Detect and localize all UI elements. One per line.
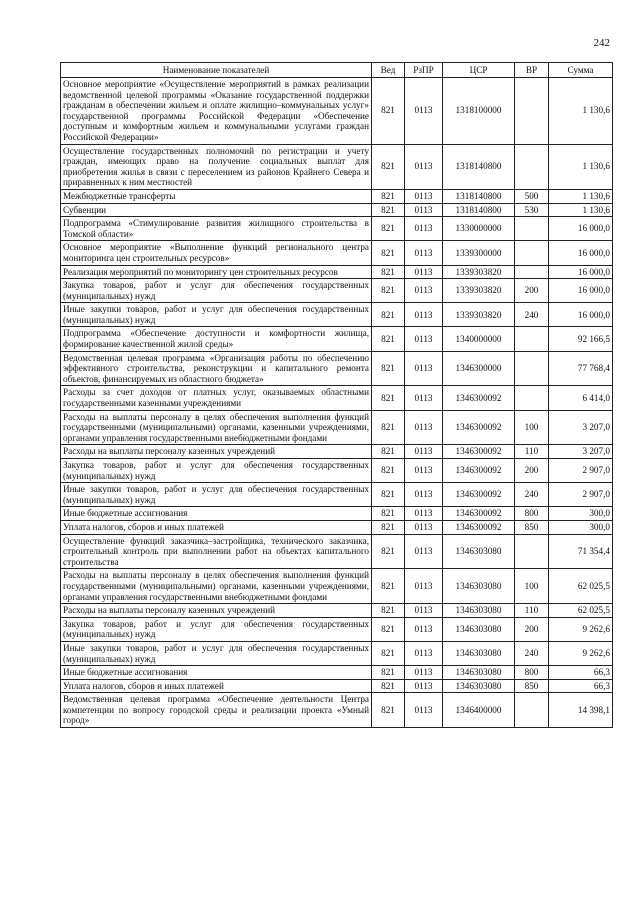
row-sum-cell: 300,0 [549,507,613,521]
row-sum-cell: 300,0 [549,520,613,534]
row-name-cell: Закупка товаров, работ и услуг для обеспечения государственных (муниципальных) нужд [61,279,372,303]
row-csr-cell: 1346300092 [443,507,515,521]
table-row [61,327,613,351]
row-csr-cell: 1346300092 [443,410,515,445]
table-row [61,693,613,728]
table-row [61,459,613,483]
row-rzpr-cell: 0113 [405,617,443,641]
row-ved-cell: 821 [372,241,405,265]
row-rzpr-cell: 0113 [405,604,443,618]
row-sum-cell: 1 130,6 [549,78,613,145]
row-csr-cell: 1346300092 [443,483,515,507]
row-rzpr-cell: 0113 [405,265,443,279]
row-rzpr-cell: 0113 [405,78,443,145]
row-sum-cell: 1 130,6 [549,189,613,203]
row-ved-cell: 821 [372,144,405,189]
row-csr-cell: 1346300092 [443,459,515,483]
row-sum-cell: 62 025,5 [549,604,613,618]
row-name-cell: Реализация мероприятий по мониторингу цен строительных ресурсов [61,265,372,279]
row-csr-cell: 1346300092 [443,520,515,534]
row-csr-cell: 1318100000 [443,78,515,145]
row-name-cell: Закупка товаров, работ и услуг для обеспечения государственных (муниципальных) нужд [61,617,372,641]
row-rzpr-cell: 0113 [405,303,443,327]
row-sum-cell: 66,3 [549,679,613,693]
row-sum-cell: 71 354,4 [549,534,613,569]
row-name-cell: Уплата налогов, сборов и иных платежей [61,679,372,693]
row-vr-cell [515,327,549,351]
row-name-cell: Осуществление функций заказчика–застройщика, технического заказчика, строительный контроль при выполнении работ на объектах капитального строительства [61,534,372,569]
row-vr-cell [515,351,549,386]
row-rzpr-cell: 0113 [405,693,443,728]
row-ved-cell: 821 [372,410,405,445]
row-name-cell: Субвенции [61,203,372,217]
row-rzpr-cell: 0113 [405,483,443,507]
row-rzpr-cell: 0113 [405,520,443,534]
row-csr-cell: 1346300092 [443,386,515,410]
row-name-cell: Подпрограмма «Стимулирование развития жилищного строительства в Томской области» [61,217,372,241]
row-vr-cell: 500 [515,189,549,203]
header-rzpr: РзПР [405,63,443,78]
row-rzpr-cell: 0113 [405,410,443,445]
row-sum-cell: 9 262,6 [549,641,613,665]
row-vr-cell: 240 [515,641,549,665]
table-row [61,617,613,641]
row-sum-cell: 3 207,0 [549,445,613,459]
row-csr-cell: 1346303080 [443,569,515,604]
row-ved-cell: 821 [372,604,405,618]
row-ved-cell: 821 [372,445,405,459]
row-name-cell: Подпрограмма «Обеспечение доступности и комфортности жилища, формирование качественной жилой среды» [61,327,372,351]
row-sum-cell: 3 207,0 [549,410,613,445]
row-rzpr-cell: 0113 [405,351,443,386]
row-name-cell: Основное мероприятие «Осуществление мероприятий в рамках реализации ведомственной целевой программы «Оказание государственной поддержки гражданам в обеспечении жильем и оплате жилищно–коммунальных услуг» государственной программы Российской Федерации «Обеспечение доступным и комфортным жильем и коммунальными услугами граждан Российской Федерации» [61,78,372,145]
row-rzpr-cell: 0113 [405,569,443,604]
row-ved-cell: 821 [372,617,405,641]
table-header-row [61,63,613,78]
row-csr-cell: 1330000000 [443,217,515,241]
row-vr-cell: 200 [515,459,549,483]
table-row [61,303,613,327]
row-vr-cell [515,534,549,569]
row-sum-cell: 77 768,4 [549,351,613,386]
table-row [61,78,613,145]
row-name-cell: Основное мероприятие «Выполнение функций регионального центра мониторинга цен строительных ресурсов» [61,241,372,265]
row-sum-cell: 16 000,0 [549,241,613,265]
row-vr-cell [515,386,549,410]
row-csr-cell: 1346303080 [443,534,515,569]
row-rzpr-cell: 0113 [405,279,443,303]
row-rzpr-cell: 0113 [405,189,443,203]
row-vr-cell: 110 [515,445,549,459]
table-row [61,483,613,507]
row-csr-cell: 1318140800 [443,189,515,203]
row-name-cell: Иные бюджетные ассигнования [61,507,372,521]
row-ved-cell: 821 [372,217,405,241]
row-ved-cell: 821 [372,641,405,665]
row-vr-cell: 110 [515,604,549,618]
table-row [61,604,613,618]
row-ved-cell: 821 [372,520,405,534]
row-csr-cell: 1346300092 [443,445,515,459]
row-rzpr-cell: 0113 [405,241,443,265]
row-sum-cell: 16 000,0 [549,279,613,303]
row-ved-cell: 821 [372,386,405,410]
row-vr-cell [515,78,549,145]
row-csr-cell: 1346303080 [443,641,515,665]
row-csr-cell: 1318140800 [443,203,515,217]
table-row [61,666,613,680]
row-sum-cell: 2 907,0 [549,459,613,483]
row-csr-cell: 1346303080 [443,679,515,693]
row-name-cell: Иные бюджетные ассигнования [61,666,372,680]
row-name-cell: Расходы на выплаты персоналу в целях обеспечения выполнения функций государственными (муниципальными) органами, казенными учреждениями, органами управления государственными внебюджетными фондами [61,410,372,445]
row-ved-cell: 821 [372,459,405,483]
row-vr-cell: 800 [515,507,549,521]
table-row [61,265,613,279]
row-vr-cell: 850 [515,679,549,693]
row-rzpr-cell: 0113 [405,666,443,680]
table-row [61,241,613,265]
table-row [61,507,613,521]
row-sum-cell: 1 130,6 [549,203,613,217]
row-vr-cell [515,241,549,265]
table-row [61,386,613,410]
row-ved-cell: 821 [372,265,405,279]
row-sum-cell: 16 000,0 [549,217,613,241]
row-name-cell: Расходы на выплаты персоналу в целях обеспечения выполнения функций государственными (муниципальными) органами, казенными учреждениями, органами управления государственными внебюджетными фондами [61,569,372,604]
row-ved-cell: 821 [372,666,405,680]
row-ved-cell: 821 [372,327,405,351]
row-name-cell: Межбюджетные трансферты [61,189,372,203]
row-vr-cell: 100 [515,410,549,445]
row-rzpr-cell: 0113 [405,507,443,521]
table-row [61,520,613,534]
table-row [61,144,613,189]
header-sum: Сумма [549,63,613,78]
row-sum-cell: 66,3 [549,666,613,680]
row-csr-cell: 1339303820 [443,279,515,303]
row-vr-cell: 200 [515,279,549,303]
table-row [61,679,613,693]
table-row [61,203,613,217]
row-vr-cell [515,144,549,189]
row-vr-cell: 530 [515,203,549,217]
row-csr-cell: 1346303080 [443,617,515,641]
row-ved-cell: 821 [372,351,405,386]
row-csr-cell: 1346400000 [443,693,515,728]
row-vr-cell: 850 [515,520,549,534]
row-ved-cell: 821 [372,78,405,145]
row-name-cell: Осуществление государственных полномочий по регистрации и учету граждан, имеющих право на получение социальных выплат для приобретения жилья в связи с переселением из районов Крайнего Севера и приравненных к ним местностей [61,144,372,189]
row-rzpr-cell: 0113 [405,217,443,241]
row-csr-cell: 1346303080 [443,666,515,680]
row-rzpr-cell: 0113 [405,203,443,217]
header-ved: Вед [372,63,405,78]
row-name-cell: Закупка товаров, работ и услуг для обеспечения государственных (муниципальных) нужд [61,459,372,483]
row-sum-cell: 16 000,0 [549,265,613,279]
row-vr-cell [515,217,549,241]
row-sum-cell: 62 025,5 [549,569,613,604]
row-vr-cell: 240 [515,483,549,507]
table-row [61,641,613,665]
row-name-cell: Расходы за счет доходов от платных услуг, оказываемых областными государственными казенными учреждениями [61,386,372,410]
row-name-cell: Ведомственная целевая программа «Организация работы по обеспечению эффективного строительства, реконструкции и капитального ремонта объектов, финансируемых из областного бюджета» [61,351,372,386]
table-row [61,410,613,445]
header-vr: ВР [515,63,549,78]
header-csr: ЦСР [443,63,515,78]
row-vr-cell: 800 [515,666,549,680]
row-ved-cell: 821 [372,203,405,217]
row-ved-cell: 821 [372,507,405,521]
row-csr-cell: 1346303080 [443,604,515,618]
row-ved-cell: 821 [372,189,405,203]
row-name-cell: Расходы на выплаты персоналу казенных учреждений [61,445,372,459]
row-name-cell: Расходы на выплаты персоналу казенных учреждений [61,604,372,618]
row-sum-cell: 1 130,6 [549,144,613,189]
row-ved-cell: 821 [372,693,405,728]
row-rzpr-cell: 0113 [405,459,443,483]
header-name: Наименование показателей [61,63,372,78]
row-rzpr-cell: 0113 [405,327,443,351]
row-vr-cell: 200 [515,617,549,641]
row-name-cell: Иные закупки товаров, работ и услуг для обеспечения государственных (муниципальных) нужд [61,483,372,507]
row-ved-cell: 821 [372,534,405,569]
row-rzpr-cell: 0113 [405,641,443,665]
row-name-cell: Ведомственная целевая программа «Обеспечение деятельности Центра компетенции по вопросу городской среды и реализации проекта «Умный город» [61,693,372,728]
row-csr-cell: 1340000000 [443,327,515,351]
row-csr-cell: 1346300000 [443,351,515,386]
row-csr-cell: 1339303820 [443,303,515,327]
table-row [61,445,613,459]
row-ved-cell: 821 [372,679,405,693]
row-sum-cell: 14 398,1 [549,693,613,728]
row-csr-cell: 1339300000 [443,241,515,265]
row-vr-cell: 240 [515,303,549,327]
table-row [61,569,613,604]
row-rzpr-cell: 0113 [405,445,443,459]
budget-table [60,62,613,728]
row-rzpr-cell: 0113 [405,386,443,410]
row-vr-cell [515,693,549,728]
row-name-cell: Иные закупки товаров, работ и услуг для обеспечения государственных (муниципальных) нужд [61,641,372,665]
row-rzpr-cell: 0113 [405,679,443,693]
row-vr-cell [515,265,549,279]
table-row [61,189,613,203]
page-number: 242 [593,37,610,49]
row-ved-cell: 821 [372,303,405,327]
row-vr-cell: 100 [515,569,549,604]
table-row [61,534,613,569]
row-ved-cell: 821 [372,569,405,604]
row-sum-cell: 2 907,0 [549,483,613,507]
row-csr-cell: 1318140800 [443,144,515,189]
row-sum-cell: 92 166,5 [549,327,613,351]
row-ved-cell: 821 [372,483,405,507]
row-rzpr-cell: 0113 [405,534,443,569]
row-rzpr-cell: 0113 [405,144,443,189]
row-csr-cell: 1339303820 [443,265,515,279]
table-row [61,351,613,386]
row-name-cell: Иные закупки товаров, работ и услуг для обеспечения государственных (муниципальных) нужд [61,303,372,327]
table-row [61,279,613,303]
row-sum-cell: 6 414,0 [549,386,613,410]
table-row [61,217,613,241]
row-sum-cell: 9 262,6 [549,617,613,641]
row-name-cell: Уплата налогов, сборов и иных платежей [61,520,372,534]
row-ved-cell: 821 [372,279,405,303]
row-sum-cell: 16 000,0 [549,303,613,327]
